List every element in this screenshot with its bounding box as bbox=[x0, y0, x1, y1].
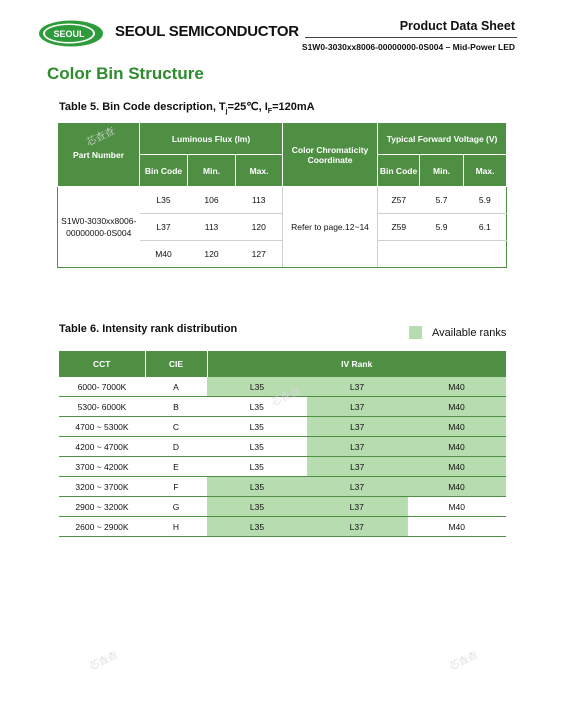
voltage-max-cell: 5.9 bbox=[464, 187, 507, 214]
header-max: Max. bbox=[464, 155, 507, 187]
table5-caption: Table 5. Bin Code description, $T_j=25℃$, $I_F=120mA$ bbox=[59, 101, 315, 116]
logo-text: SEOUL bbox=[53, 29, 85, 39]
table-row bbox=[59, 417, 506, 437]
empty-cell bbox=[464, 241, 507, 268]
flux-bin-cell: L35 bbox=[140, 187, 188, 214]
document-title: Product Data Sheet bbox=[399, 19, 515, 33]
header-divider bbox=[305, 37, 517, 38]
rank-cell: L35 bbox=[207, 497, 307, 517]
cct-cell: 3200 ~ 3700K bbox=[59, 477, 145, 497]
rank-cell: M40 bbox=[407, 437, 506, 457]
table-row bbox=[59, 517, 506, 537]
cie-cell: H bbox=[145, 517, 207, 537]
cct-cell: 2900 ~ 3200K bbox=[59, 497, 145, 517]
header-bin-code: Bin Code bbox=[378, 155, 420, 187]
header-min: Min. bbox=[420, 155, 464, 187]
watermark: 芯查查 bbox=[84, 125, 117, 149]
flux-max-cell: 127 bbox=[236, 241, 283, 268]
section-title: Color Bin Structure bbox=[47, 64, 204, 83]
cie-cell: C bbox=[145, 417, 207, 437]
company-name: SEOUL SEMICONDUCTOR bbox=[115, 23, 299, 40]
voltage-max-cell: 6.1 bbox=[464, 214, 507, 241]
table6-caption: Table 6. Intensity rank distribution bbox=[59, 323, 238, 335]
cie-cell: G bbox=[145, 497, 207, 517]
flux-min-cell: 106 bbox=[188, 187, 236, 214]
cct-cell: 4700 ~ 5300K bbox=[59, 417, 145, 437]
rank-cell: M40 bbox=[407, 397, 506, 417]
rank-cell: L35 bbox=[207, 517, 307, 537]
table-row bbox=[59, 497, 506, 517]
table-row bbox=[59, 457, 506, 477]
rank-cell: L37 bbox=[307, 457, 407, 477]
flux-max-cell: 120 bbox=[236, 214, 283, 241]
rank-cell: M40 bbox=[407, 417, 506, 437]
empty-cell bbox=[420, 241, 464, 268]
rank-cell: L37 bbox=[307, 417, 407, 437]
header-part-number: Part Number bbox=[58, 123, 140, 187]
document-subtitle: S1W0-3030xx8006-00000000-0S004 – Mid-Power LED bbox=[301, 42, 515, 52]
table-row bbox=[58, 187, 507, 214]
flux-bin-cell: M40 bbox=[140, 241, 188, 268]
rank-cell: L37 bbox=[307, 397, 407, 417]
cie-cell: D bbox=[145, 437, 207, 457]
voltage-bin-cell: Z57 bbox=[378, 187, 420, 214]
rank-cell: L35 bbox=[207, 437, 307, 457]
rank-cell: L35 bbox=[207, 417, 307, 437]
legend-swatch bbox=[409, 326, 422, 339]
rank-cell: L37 bbox=[307, 437, 407, 457]
rank-cell: L37 bbox=[307, 377, 407, 397]
cct-cell: 6000- 7000K bbox=[59, 377, 145, 397]
rank-cell: M40 bbox=[407, 517, 506, 537]
rank-cell: M40 bbox=[407, 477, 506, 497]
header-iv-rank: IV Rank bbox=[207, 351, 506, 377]
cct-cell: 2600 ~ 2900K bbox=[59, 517, 145, 537]
rank-cell: L37 bbox=[307, 517, 407, 537]
rank-cell: L35 bbox=[207, 477, 307, 497]
header-max: Max. bbox=[236, 155, 283, 187]
flux-min-cell: 113 bbox=[188, 214, 236, 241]
page-header bbox=[0, 0, 563, 60]
rank-cell: L37 bbox=[307, 477, 407, 497]
watermark: 芯查查 bbox=[269, 385, 302, 409]
cie-cell: A bbox=[145, 377, 207, 397]
cct-cell: 3700 ~ 4200K bbox=[59, 457, 145, 477]
intensity-rank-table bbox=[59, 351, 506, 537]
bin-code-table bbox=[57, 122, 507, 268]
table-row bbox=[59, 437, 506, 457]
header-min: Min. bbox=[188, 155, 236, 187]
flux-min-cell: 120 bbox=[188, 241, 236, 268]
watermark: 芯查查 bbox=[87, 649, 120, 673]
voltage-bin-cell: Z59 bbox=[378, 214, 420, 241]
cct-cell: 5300- 6000K bbox=[59, 397, 145, 417]
watermark: 芯查查 bbox=[447, 649, 480, 673]
rank-cell: M40 bbox=[407, 497, 506, 517]
rank-cell: M40 bbox=[407, 377, 506, 397]
flux-max-cell: 113 bbox=[236, 187, 283, 214]
header-color-chromaticity: Color Chromaticity Coordinate bbox=[283, 123, 378, 187]
seoul-logo bbox=[38, 20, 104, 47]
header-cct: CCT bbox=[59, 351, 145, 377]
rank-cell: L35 bbox=[207, 377, 307, 397]
header-cie: CIE bbox=[145, 351, 207, 377]
cie-cell: F bbox=[145, 477, 207, 497]
voltage-min-cell: 5.7 bbox=[420, 187, 464, 214]
rank-cell: L35 bbox=[207, 457, 307, 477]
voltage-min-cell: 5.9 bbox=[420, 214, 464, 241]
legend-label: Available ranks bbox=[432, 327, 507, 339]
table-row bbox=[59, 477, 506, 497]
header-bin-code: Bin Code bbox=[140, 155, 188, 187]
flux-bin-cell: L37 bbox=[140, 214, 188, 241]
cie-cell: B bbox=[145, 397, 207, 417]
rank-cell: L35 bbox=[207, 397, 307, 417]
header-forward-voltage: Typical Forward Voltage (V) bbox=[378, 123, 507, 155]
rank-cell: L37 bbox=[307, 497, 407, 517]
cct-cell: 4200 ~ 4700K bbox=[59, 437, 145, 457]
header-luminous-flux: Luminous Flux (lm) bbox=[140, 123, 283, 155]
rank-cell: M40 bbox=[407, 457, 506, 477]
chromaticity-cell: Refer to page.12~14 bbox=[283, 187, 378, 268]
cie-cell: E bbox=[145, 457, 207, 477]
empty-cell bbox=[378, 241, 420, 268]
part-number-cell: S1W0-3030xx8006-00000000-0S004 bbox=[58, 187, 140, 268]
